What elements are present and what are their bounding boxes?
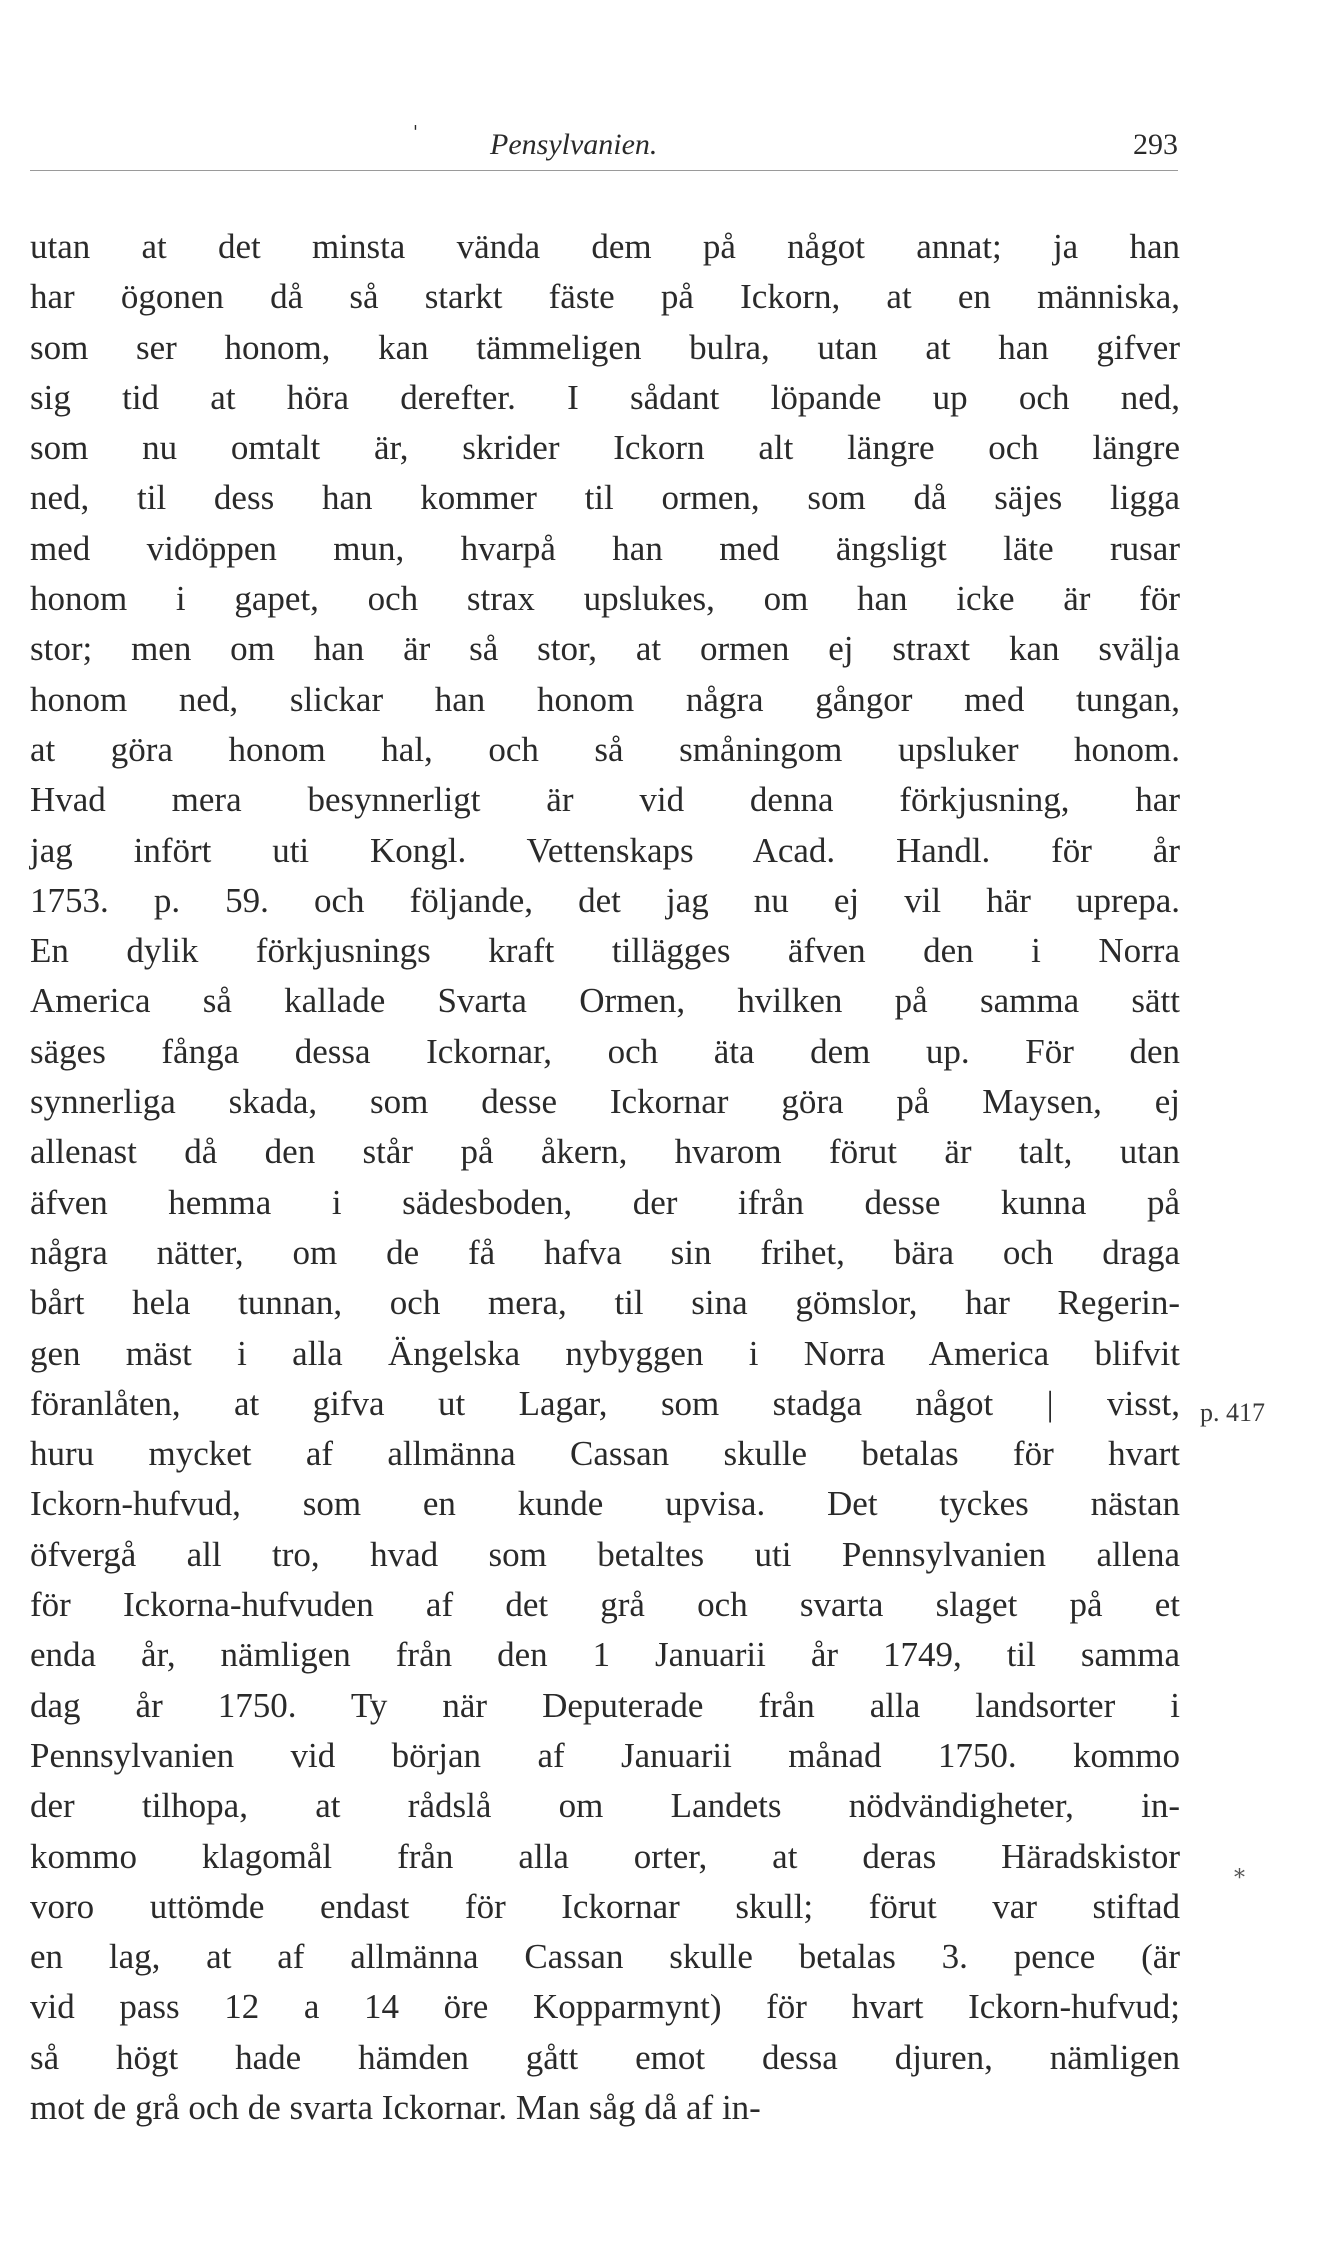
text-line: en lag, at af allmänna Cassan skulle betalas 3. pence (är [30,1937,1180,1977]
text-line: föranlåten, at gifva ut Lagar, som stadga något | visst, [30,1383,1180,1423]
text-line: för Ickorna-hufvuden af det grå och svarta slaget på et [30,1585,1180,1625]
text-line: ned, til dess han kommer til ormen, som då säjes ligga [30,478,1180,518]
text-line: gen mäst i alla Ängelska nybyggen i Norra America blifvit [30,1333,1180,1373]
text-line: några nätter, om de få hafva sin frihet, bära och draga [30,1232,1180,1272]
text-line: honom i gapet, och strax upslukes, om han icke är för [30,579,1180,619]
body-text [30,222,1180,2133]
text-line: 1753. p. 59. och följande, det jag nu ej vil här uprepa. [30,880,1180,920]
text-line: Ickorn-hufvud, som en kunde upvisa. Det tyckes nästan [30,1484,1180,1524]
text-line: mot de grå och de svarta Ickornar. Man såg då af in- [30,2087,761,2127]
margin-page-reference: p. 417 [1200,1398,1265,1427]
text-line: bårt hela tunnan, och mera, til sina gömslor, har Regerin- [30,1283,1180,1323]
text-line: säges fånga dessa Ickornar, och äta dem up. För den [30,1031,1180,1071]
text-line: öfvergå all tro, hvad som betaltes uti Pennsylvanien allena [30,1534,1180,1574]
text-line: En dylik förkjusnings kraft tillägges äfven den i Norra [30,931,1180,971]
text-line: vid pass 12 a 14 öre Kopparmynt) för hvart Ickorn-hufvud; [30,1987,1180,2027]
text-line: Hvad mera besynnerligt är vid denna förkjusning, har [30,780,1180,820]
text-line: at göra honom hal, och så småningom upsluker honom. [30,729,1180,769]
running-title: Pensylvanien. [490,128,658,161]
text-line: synnerliga skada, som desse Ickornar göra på Maysen, ej [30,1082,1180,1122]
text-line: utan at det minsta vända dem på något annat; ja han [30,227,1180,266]
text-line: enda år, nämligen från den 1 Januarii år 1749, til samma [30,1635,1180,1675]
text-line: stor; men om han är så stor, at ormen ej straxt kan svälja [30,629,1180,669]
text-line: voro uttömde endast för Ickornar skull; förut var stiftad [30,1886,1180,1926]
text-line: jag infört uti Kongl. Vettenskaps Acad. Handl. för år [30,830,1180,870]
text-line: allenast då den står på åkern, hvarom förut är talt, utan [30,1132,1180,1172]
text-line: der tilhopa, at rådslå om Landets nödvändigheter, in- [30,1786,1180,1826]
text-line: äfven hemma i sädesboden, der ifrån desse kunna på [30,1182,1180,1222]
text-line: kommo klagomål från alla orter, at deras Häradskistor [30,1836,1180,1876]
text-line: dag år 1750. Ty när Deputerade från alla landsorter i [30,1685,1180,1725]
header-rule [30,170,1178,171]
page-number: 293 [1133,128,1178,161]
text-line: sig tid at höra derefter. I sådant löpande up och ned, [30,377,1180,417]
running-head [30,120,1178,166]
text-line: huru mycket af allmänna Cassan skulle betalas för hvart [30,1434,1180,1474]
stray-mark: * [1234,1866,1245,1891]
text-line: så högt hade hämden gått emot dessa djuren, nämligen [30,2037,1180,2077]
text-line: America så kallade Svarta Ormen, hvilken på samma sätt [30,981,1180,1021]
text-line: har ögonen då så starkt fäste på Ickorn, at en människa, [30,277,1180,317]
tick-mark: ' [413,122,418,143]
text-line: honom ned, slickar han honom några gångor med tungan, [30,679,1180,719]
text-line: med vidöppen mun, hvarpå han med ängsligt läte rusar [30,528,1180,568]
text-line: som ser honom, kan tämmeligen bulra, utan at han gifver [30,327,1180,367]
text-line: som nu omtalt är, skrider Ickorn alt längre och längre [30,428,1180,468]
text-line: Pennsylvanien vid början af Januarii månad 1750. kommo [30,1735,1180,1775]
